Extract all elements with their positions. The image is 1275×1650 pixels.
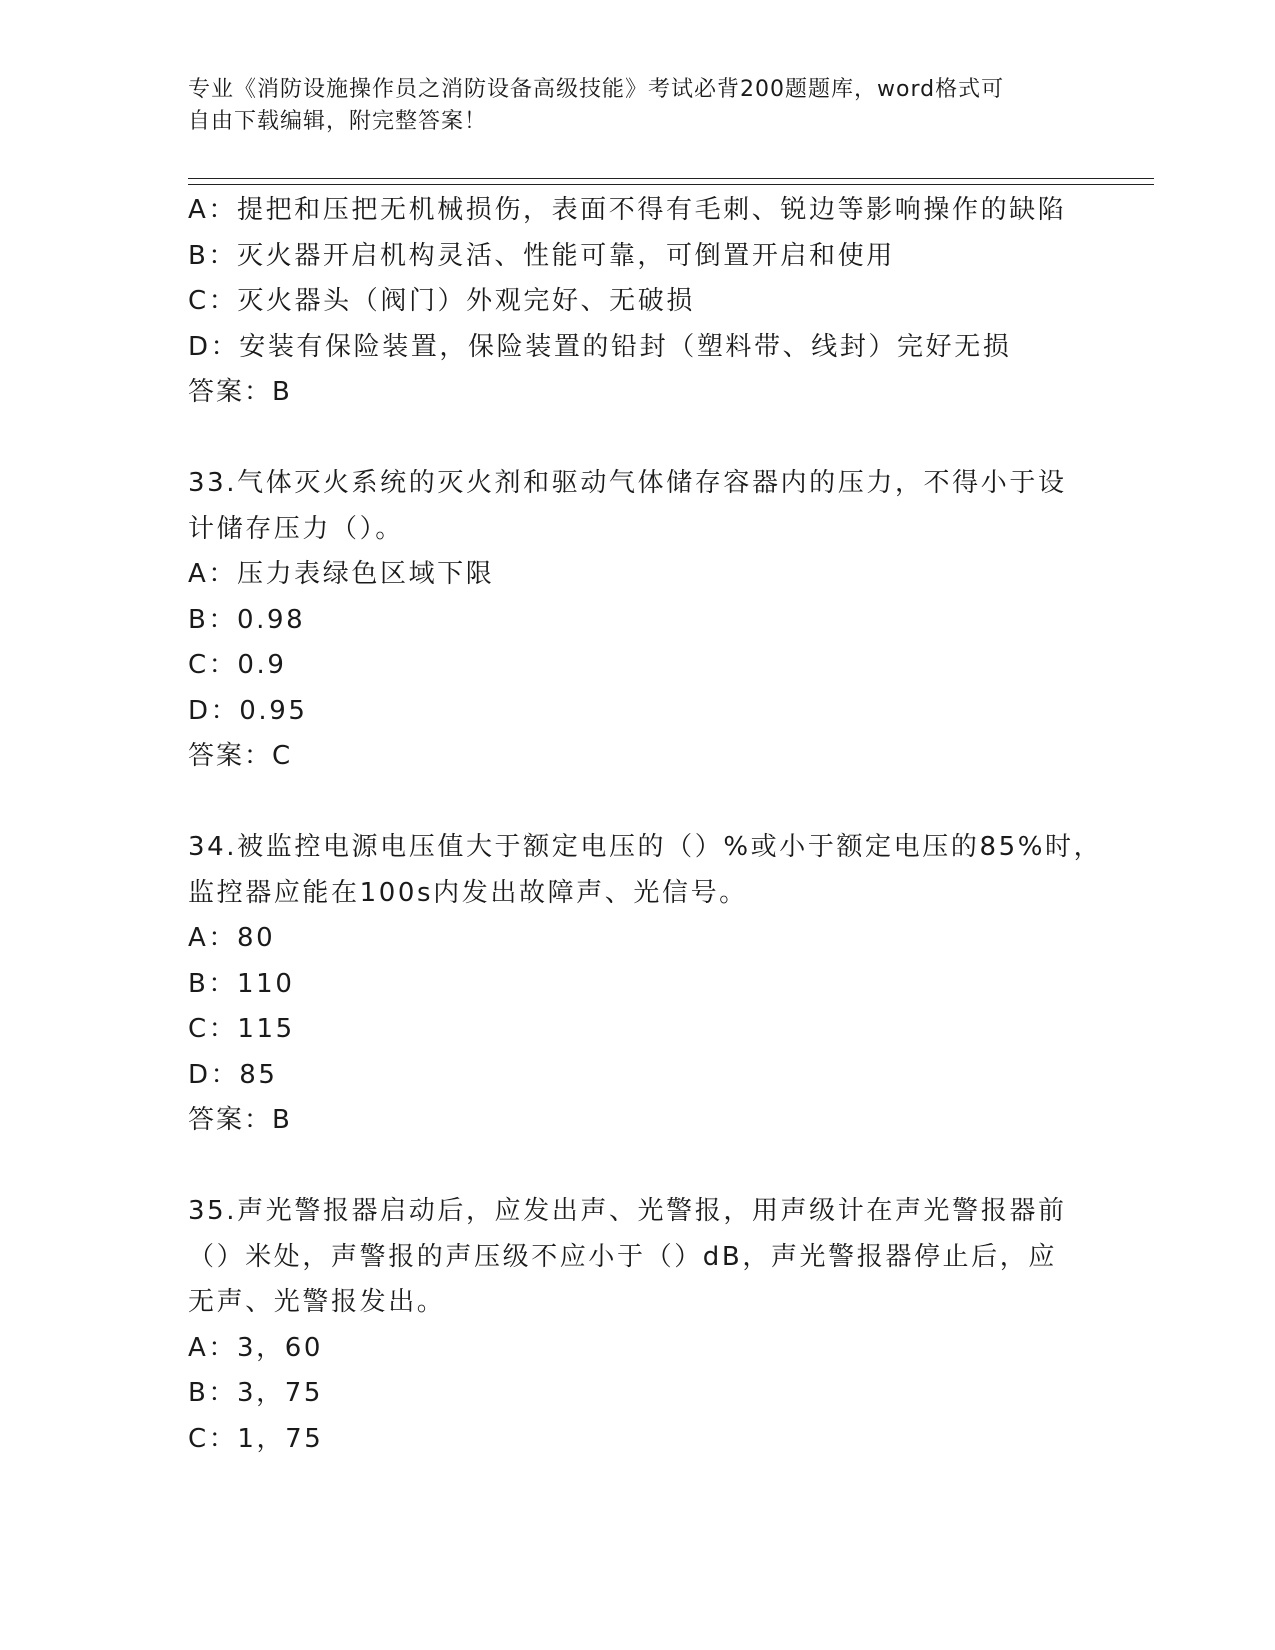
document-header	[188, 74, 1068, 138]
q35-stem-line-2: （）米处，声警报的声压级不应小于（）dB，声光警报器停止后，应	[188, 1241, 1057, 1272]
q35-option-a: A：3，60	[188, 1332, 324, 1363]
q32-option-d: D：安装有保险装置，保险装置的铅封（塑料带、线封）完好无损	[188, 331, 1012, 362]
q33-option-b: B：0.98	[188, 604, 306, 635]
question-32	[188, 188, 1088, 416]
q32-option-c: C：灭火器头（阀门）外观完好、无破损	[188, 286, 695, 316]
question-33	[188, 461, 1088, 780]
header-title-line-1: 专业《消防设施操作员之消防设备高级技能》考试必背200题题库，word格式可	[188, 77, 1005, 102]
q34-option-a: A：80	[188, 923, 276, 953]
question-34	[188, 825, 1103, 1144]
spacer	[188, 1144, 1088, 1190]
spacer	[188, 780, 1088, 826]
q35-option-c: C：1，75	[188, 1423, 324, 1454]
q33-stem-line-1: 33.气体灭火系统的灭火剂和驱动气体储存容器内的压力，不得小于设	[188, 468, 1067, 498]
header-divider-top	[188, 178, 1154, 179]
q32-option-b: B：灭火器开启机构灵活、性能可靠，可倒置开启和使用	[188, 240, 895, 271]
q34-option-d: D：85	[188, 1059, 278, 1090]
q33-option-c: C：0.9	[188, 650, 287, 680]
q34-option-c: C：115	[188, 1014, 295, 1044]
q33-stem-line-2: 计储存压力（）。	[188, 513, 404, 544]
q35-option-b: B：3，75	[188, 1378, 324, 1408]
header-title-line-2: 自由下载编辑，附完整答案！	[188, 109, 488, 134]
q35-stem-line-3: 无声、光警报发出。	[188, 1287, 446, 1317]
q33-option-d: D：0.95	[188, 695, 308, 726]
q34-stem-line-1: 34.被监控电源电压值大于额定电压的（）%或小于额定电压的85%时，	[188, 832, 1103, 862]
q35-stem-line-1: 35.声光警报器启动后，应发出声、光警报，用声级计在声光警报器前	[188, 1196, 1067, 1226]
q32-option-a: A：提把和压把无机械损伤，表面不得有毛刺、锐边等影响操作的缺陷	[188, 195, 1067, 225]
header-divider-bottom	[188, 184, 1154, 185]
q34-answer: 答案：B	[188, 1105, 292, 1135]
q33-answer: 答案：C	[188, 741, 293, 771]
q32-answer: 答案：B	[188, 377, 292, 407]
question-35	[188, 1189, 1088, 1462]
question-list	[188, 188, 1103, 1462]
spacer	[188, 416, 1088, 462]
q34-stem-line-2: 监控器应能在100s内发出故障声、光信号。	[188, 877, 748, 908]
q34-option-b: B：110	[188, 968, 295, 999]
q33-option-a: A：压力表绿色区域下限	[188, 559, 495, 589]
